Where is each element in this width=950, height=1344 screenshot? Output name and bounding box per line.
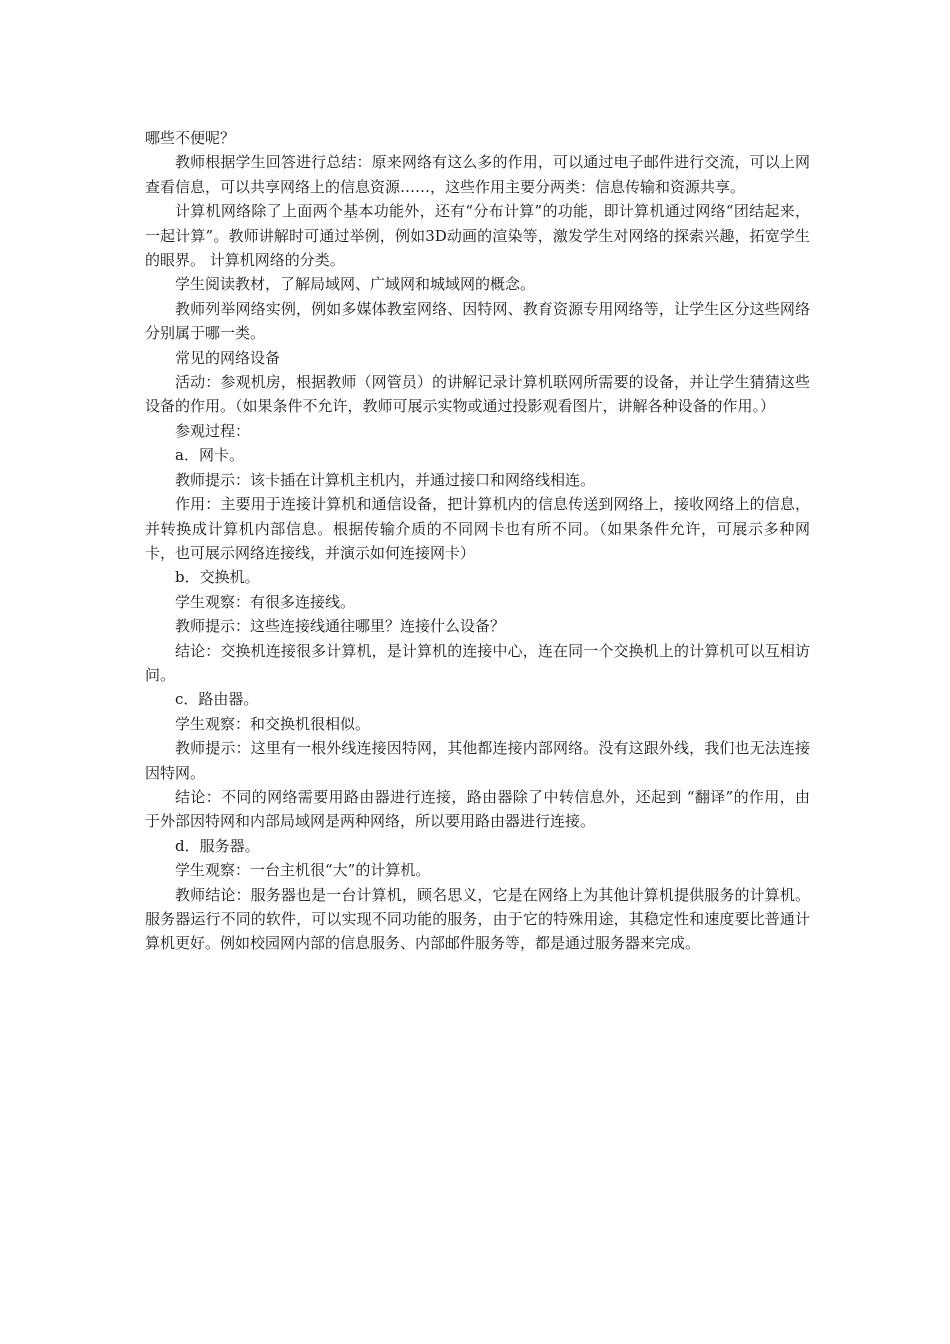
paragraph: 教师提示：该卡插在计算机主机内，并通过接口和网络线相连。 <box>175 470 596 489</box>
list-item-label: d．服务器。 <box>175 836 260 855</box>
list-item-label: b．交换机。 <box>175 568 260 587</box>
paragraph: 教师结论：服务器也是一台计算机，顾名思义，它是在网络上为其他计算机提供服务的计算机。服务器运行不同的软件，可以实现不同功能的服务，由于它的特殊用途，其稳定性和速度要比普通计算机更好。例如校园网内部的信息服务、内部邮件服务等，都是通过服务器来完成。 <box>145 885 810 953</box>
paragraph: 学生观察：一台主机很“大”的计算机。 <box>175 861 431 880</box>
paragraph: 哪些不便呢？ <box>145 129 236 147</box>
paragraph: 教师列举网络实例，例如多媒体教室网络、因特网、教育资源专用网络等，让学生区分这些网络分别属于哪一类。 <box>145 299 810 343</box>
paragraph: 计算机网络除了上面两个基本功能外，还有“分布计算”的功能，即计算机通过网络“团结起来，一起计算”。教师讲解时可通过举例，例如3D动画的渲染等，激发学生对网络的探索兴趣，拓宽学生的眼界。 计算机网络的分类。 <box>145 202 810 270</box>
paragraph: 学生阅读教材，了解局域网、广域网和城域网的概念。 <box>175 275 536 294</box>
paragraph: 结论：交换机连接很多计算机，是计算机的连接中心，连在同一个交换机上的计算机可以互相访问。 <box>145 641 810 684</box>
section-heading: 常见的网络设备 <box>175 348 281 367</box>
list-item-label: a．网卡。 <box>175 446 244 465</box>
paragraph: 结论：不同的网络需要用路由器进行连接，路由器除了中转信息外，还起到 “翻译”的作用，由于外部因特网和内部局域网是两种网络，所以要用路由器进行连接。 <box>145 787 810 831</box>
paragraph: 学生观察：有很多连接线。 <box>175 592 356 611</box>
list-item-label: c．路由器。 <box>175 690 259 709</box>
paragraph: 学生观察：和交换机很相似。 <box>175 714 371 733</box>
paragraph: 参观过程： <box>175 421 251 440</box>
paragraph: 教师提示：这些连接线通往哪里？连接什么设备？ <box>175 617 506 636</box>
paragraph: 教师根据学生回答进行总结：原来网络有这么多的作用，可以通过电子邮件进行交流，可以上网查看信息，可以共享网络上的信息资源……，这些作用主要分两类：信息传输和资源共享。 <box>145 153 810 196</box>
document-body <box>145 126 810 956</box>
paragraph: 作用：主要用于连接计算机和通信设备，把计算机内的信息传送到网络上，接收网络上的信息，并转换成计算机内部信息。根据传输介质的不同网卡也有所不同。（如果条件允许，可展示多种网卡，也可展示网络连接线，并演示如何连接网卡） <box>145 495 810 562</box>
paragraph: 教师提示：这里有一根外线连接因特网，其他都连接内部网络。没有这跟外线，我们也无法连接因特网。 <box>145 739 810 782</box>
paragraph: 活动：参观机房，根据教师（网管员）的讲解记录计算机联网所需要的设备，并让学生猜猜这些设备的作用。（如果条件不允许，教师可展示实物或通过投影观看图片，讲解各种设备的作用。） <box>145 373 810 416</box>
